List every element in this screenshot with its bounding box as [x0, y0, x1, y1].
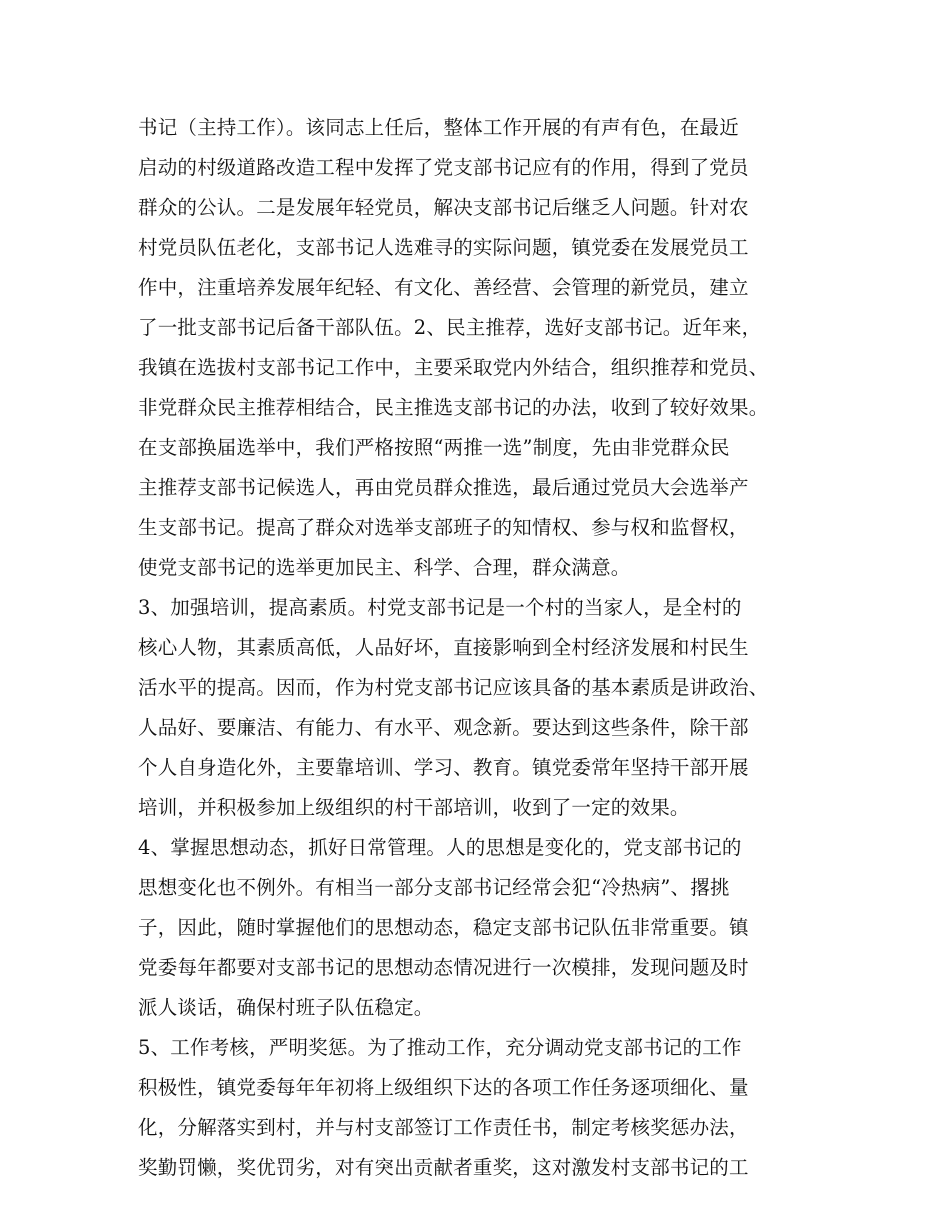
- document-body: [138, 108, 828, 1188]
- text-line: 4、掌握思想动态，抓好日常管理。人的思想是变化的，党支部书记的: [138, 836, 742, 859]
- text-line: 3、加强培训，提高素质。村党支部书记是一个村的当家人，是全村的: [138, 596, 742, 619]
- text-line: 在支部换届选举中，我们严格按照“两推一选”制度，先由非党群众民: [138, 436, 730, 459]
- text-line: 我镇在选拔村支部书记工作中，主要采取党内外结合，组织推荐和党员、: [138, 356, 769, 379]
- text-line: 培训，并积极参加上级组织的村干部培训，收到了一定的效果。: [138, 796, 690, 819]
- text-line: 党委每年都要对支部书记的思想动态情况进行一次模排，发现问题及时: [138, 956, 749, 979]
- text-line: 5、工作考核，严明奖惩。为了推动工作，充分调动党支部书记的工作: [138, 1036, 742, 1059]
- text-line: 非党群众民主推荐相结合，民主推选支部书记的办法，收到了较好效果。: [138, 396, 769, 419]
- text-line: 核心人物，其素质高低，人品好坏，直接影响到全村经济发展和村民生: [138, 636, 749, 659]
- text-line: 使党支部书记的选举更加民主、科学、合理，群众满意。: [138, 556, 631, 579]
- text-line: 化，分解落实到村，并与村支部签订工作责任书，制定考核奖惩办法，: [138, 1116, 749, 1139]
- text-line: 书记（主持工作）。该同志上任后，整体工作开展的有声有色，在最近: [138, 116, 739, 139]
- text-line: 作中，注重培养发展年纪轻、有文化、善经营、会管理的新党员，建立: [138, 276, 749, 299]
- text-line: 子，因此，随时掌握他们的思想动态，稳定支部书记队伍非常重要。镇: [138, 916, 749, 939]
- text-line: 思想变化也不例外。有相当一部分支部书记经常会犯“冷热病”、撂挑: [138, 876, 730, 899]
- text-line: 群众的公认。二是发展年轻党员，解决支部书记后继乏人问题。针对农: [138, 196, 749, 219]
- text-line: 启动的村级道路改造工程中发挥了党支部书记应有的作用，得到了党员: [138, 156, 749, 179]
- text-line: 个人自身造化外，主要靠培训、学习、教育。镇党委常年坚持干部开展: [138, 756, 749, 779]
- text-line: 了一批支部书记后备干部队伍。2、民主推荐，选好支部书记。近年来，: [138, 316, 762, 339]
- text-line: 人品好、要廉洁、有能力、有水平、观念新。要达到这些条件，除干部: [138, 716, 749, 739]
- text-line: 活水平的提高。因而，作为村党支部书记应该具备的基本素质是讲政治、: [138, 676, 769, 699]
- text-line: 积极性，镇党委每年年初将上级组织下达的各项工作任务逐项细化、量: [138, 1076, 749, 1099]
- text-line: 派人谈话，确保村班子队伍稳定。: [138, 996, 434, 1019]
- text-line: 生支部书记。提高了群众对选举支部班子的知情权、参与权和监督权，: [138, 516, 749, 539]
- text-line: 奖勤罚懒，奖优罚劣，对有突出贡献者重奖，这对激发村支部书记的工: [138, 1156, 749, 1179]
- text-line: 村党员队伍老化，支部书记人选难寻的实际问题，镇党委在发展党员工: [138, 236, 749, 259]
- text-line: 主推荐支部书记候选人，再由党员群众推选，最后通过党员大会选举产: [138, 476, 749, 499]
